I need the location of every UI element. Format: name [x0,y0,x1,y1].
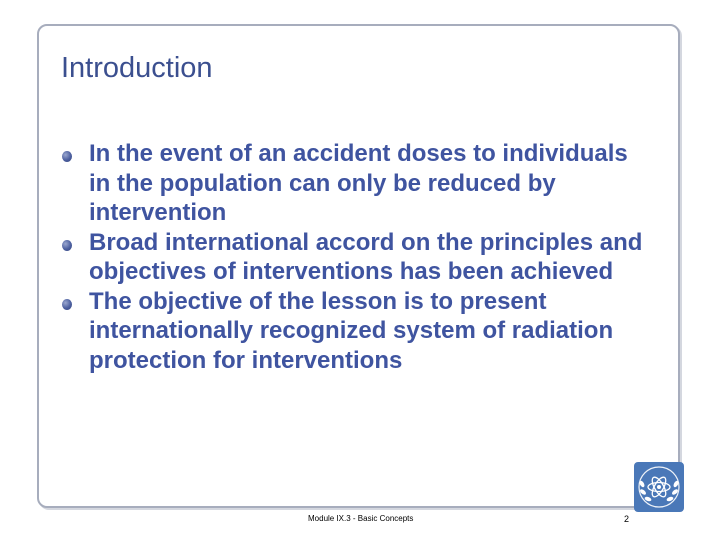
list-item [60,228,650,287]
bullet-dot-icon [62,299,72,310]
bullet-dot-icon [62,240,72,251]
bullet-text: Broad international accord on the principles and objectives of interventions has been achieved [89,228,643,285]
bullet-text: The objective of the lesson is to present internationally recognized system of radiation protection for interventions [89,287,614,374]
page-number: 2 [624,514,630,524]
bullet-dot-icon [62,151,72,162]
slide-title: Introduction [61,52,213,84]
iaea-atom-logo-icon [634,462,684,512]
footer-module-label: Module IX.3 - Basic Concepts [308,514,414,523]
list-item [60,287,650,376]
bullet-list [60,139,650,375]
bullet-text: In the event of an accident doses to individuals in the population can only be reduced by intervention [89,140,628,226]
list-item [60,139,650,228]
